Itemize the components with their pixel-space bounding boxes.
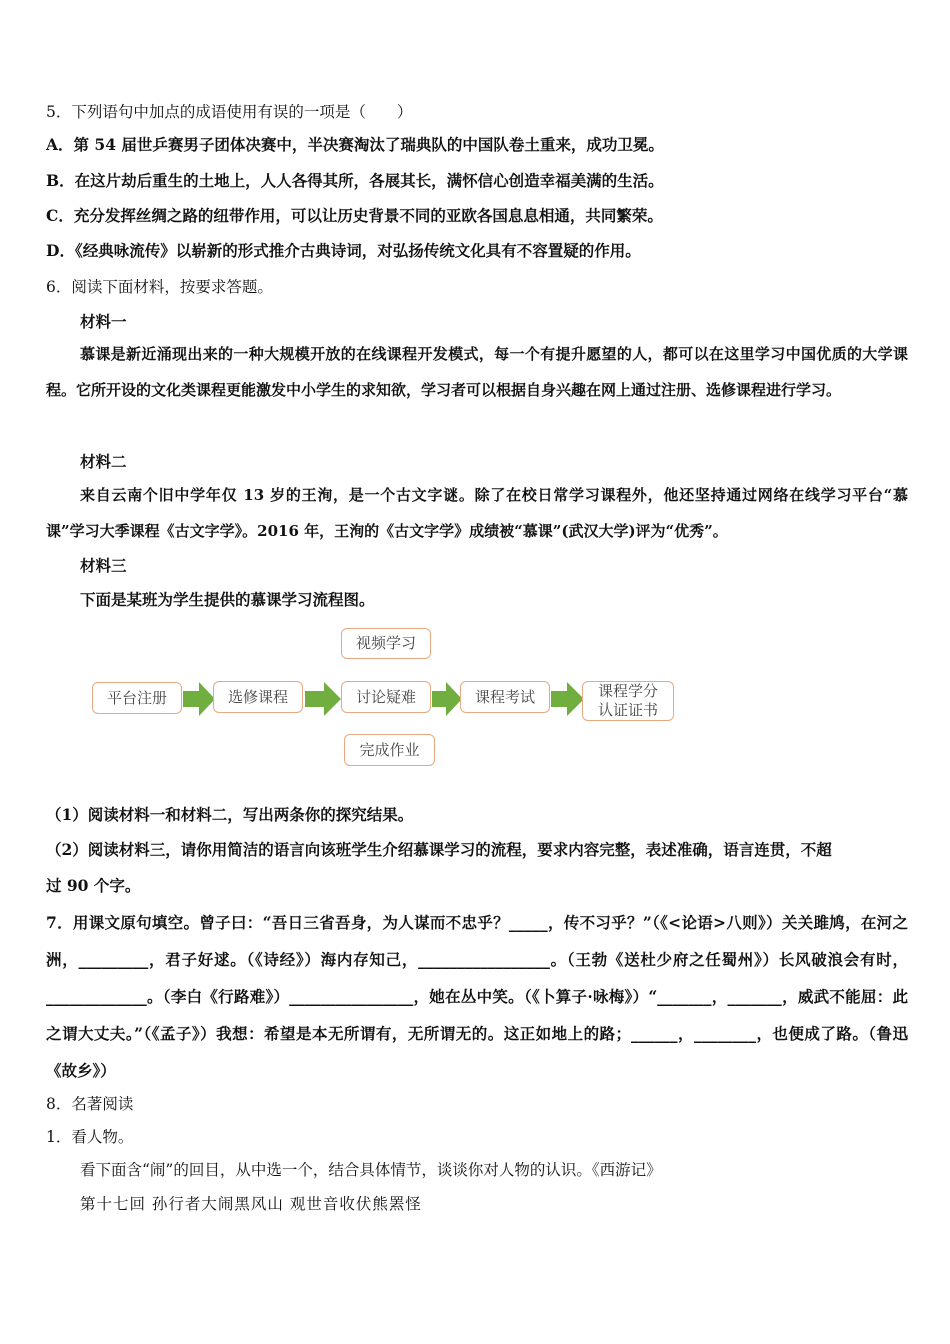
flow-step-select: 选修课程	[213, 681, 303, 713]
flow-step-register: 平台注册	[92, 682, 182, 714]
q5-option-c	[46, 206, 663, 226]
q5-option-b	[46, 171, 664, 191]
q6-sub1: （1）阅读材料一和材料二，写出两条你的探究结果。	[46, 805, 414, 824]
option-text: 第 54 届世乒赛男子团体决赛中，半决赛淘汰了瑞典队的中国队卷土重来，成功卫冕。	[73, 135, 664, 154]
certificate-line2: 认证证书	[597, 701, 658, 719]
q8-prompt: 看下面含“闹”的回目，从中选一个，结合具体情节，谈谈你对人物的认识。《西游记》	[80, 1161, 662, 1179]
flow-step-certificate	[582, 681, 674, 721]
q5-stem: 5．下列语句中加点的成语使用有误的一项是（ ）	[46, 103, 413, 121]
flow-step-homework: 完成作业	[344, 734, 435, 766]
material3-intro: 下面是某班为学生提供的慕课学习流程图。	[80, 590, 375, 609]
q8-stem: 8．名著阅读	[46, 1095, 134, 1113]
arrow-icon	[551, 682, 584, 716]
option-text: 《经典咏流传》以崭新的形式推介古典诗词，对弘扬传统文化具有不容置疑的作用。	[74, 241, 641, 260]
option-letter: C．	[46, 206, 74, 225]
material2-text	[46, 477, 908, 549]
material1-body: 慕课是新近涌现出来的一种大规模开放的在线课程开发模式，每一个有提升愿望的人，都可以在这里学习中国优质的大学课程。它所开设的文化类课程更能激发中小学生的求知欲，学习者可以根据自身兴趣在网上通过注册、选修课程进行学习。	[46, 345, 908, 399]
option-letter: D．	[46, 241, 75, 260]
option-text: 在这片劫后重生的土地上，人人各得其所，各展其长，满怀信心创造幸福美满的生活。	[74, 171, 664, 190]
q8-sub1: 1．看人物。	[46, 1128, 134, 1146]
certificate-line1: 课程学分	[597, 682, 658, 700]
flow-step-discuss: 讨论疑难	[341, 681, 431, 713]
material1-text	[46, 336, 908, 408]
arrow-icon	[305, 682, 341, 716]
q5-option-a	[46, 135, 664, 155]
q6-sub2-line2: 过 90 个字。	[46, 876, 141, 895]
option-letter: A．	[46, 135, 74, 154]
q5-option-d	[46, 241, 641, 261]
material3-title: 材料三	[80, 556, 127, 575]
arrow-icon	[183, 682, 215, 716]
option-text: 充分发挥丝绸之路的纽带作用，可以让历史背景不同的亚欧各国息息相通，共同繁荣。	[73, 206, 663, 225]
flow-step-video: 视频学习	[341, 628, 431, 659]
q6-sub2-line1: （2）阅读材料三，请你用简洁的语言向该班学生介绍慕课学习的流程，要求内容完整，表述准确，语言连贯，不超	[46, 840, 832, 859]
q6-stem: 6．阅读下面材料，按要求答题。	[46, 278, 273, 296]
flow-step-exam: 课程考试	[460, 681, 550, 713]
material2-body: 来自云南个旧中学年仅 13 岁的王洵，是一个古文字谜。除了在校日常学习课程外，他还坚持通过网络在线学习平台“慕课”学习大季课程《古文字学》。2016 年，王洵的《古文字学》成绩被“慕课”(武汉大学)评为“优秀”。	[46, 486, 908, 540]
arrow-icon	[432, 682, 462, 716]
material2-title: 材料二	[80, 452, 127, 471]
q7-text: 7．用课文原句填空。曾子曰：“吾日三省吾身，为人谋而不忠乎？_____，传不习乎？”（《<论语>八则》）关关雎鸠，在河之洲，_________，君子好逑。（《诗经》）海内存知己，_________________。（王勃《送杜少府之任蜀州》）长风破浪会有时，_____________。（李白《行路难》）________________，她在丛中笑。（《卜算子·咏梅》）“_______，_______，威武不能屈：此之谓大丈夫。”（《孟子》）我想：希望是本无所谓有，无所谓无的。这正如地上的路；______，________，也便成了路。（鲁迅《故乡》）	[46, 913, 908, 1080]
material1-title: 材料一	[80, 312, 127, 331]
q8-chapter: 第十七回 孙行者大闹黑风山 观世音收伏熊罴怪	[80, 1195, 422, 1213]
option-letter: B．	[46, 171, 75, 190]
